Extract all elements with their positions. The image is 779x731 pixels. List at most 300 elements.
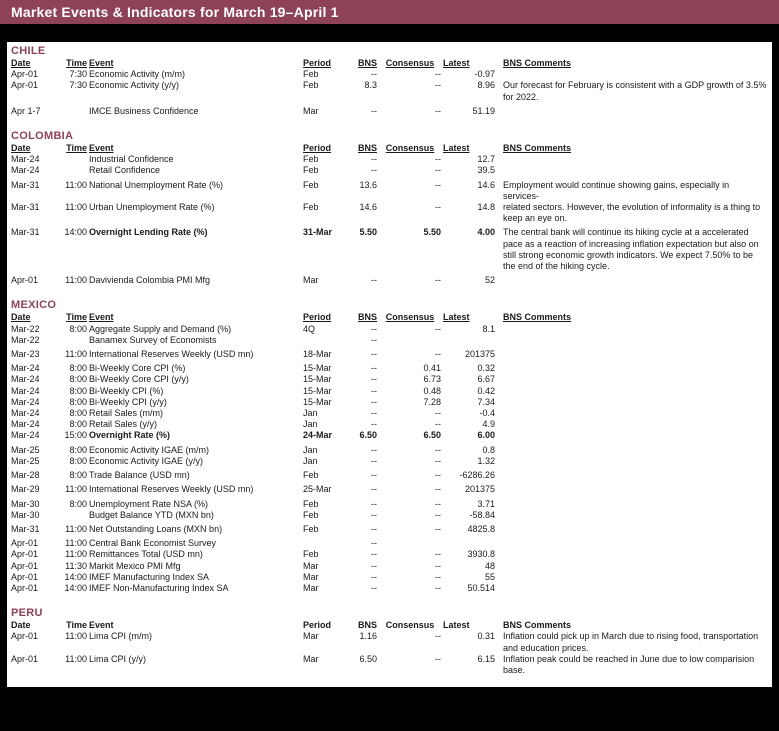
cell-latest: 50.514 [467,582,495,593]
cell-comment [497,572,767,583]
col-header-latest: Latest [443,143,470,154]
col-header-cell-period [303,620,349,631]
cell-bns: -- [371,444,377,455]
cell-event: International Reserves Weekly (USD mn) [89,349,254,360]
col-header-cell-latest [443,58,495,69]
col-header-comment: BNS Comments [503,58,572,68]
cell-latest: 201375 [464,349,495,360]
cell-comment [497,510,767,521]
cell-period: Feb [303,179,319,190]
cell-latest: 39.5 [477,165,495,176]
cell-consensus: -- [435,470,441,481]
cell-event: Overnight Rate (%) [89,430,171,441]
cell-event: Retail Confidence [89,165,161,176]
cell-consensus: -- [435,560,441,571]
cell-time: 15:00 [64,430,87,441]
cell-time: 11:30 [65,560,87,571]
col-header-cell-latest [443,312,495,323]
event-row [11,408,767,419]
cell-event: Bi-Weekly CPI (%) [89,385,164,396]
cell-comment [497,349,767,360]
cell-latest: 51.19 [472,105,495,116]
cell-event: Remittances Total (USD mn) [89,549,203,560]
cell-comment [497,154,767,165]
cell-consensus: -- [435,408,441,419]
cell-period: Mar [303,571,319,582]
cell-comment [497,470,767,481]
cell-comment [497,165,767,176]
cell-period: Mar [303,631,319,642]
col-header-time: Time [66,312,87,323]
cell-time: 8:00 [69,374,87,385]
col-header-date: Date [11,143,31,154]
event-row [11,561,767,572]
title-bar [0,0,779,24]
cell-consensus: -- [435,498,441,509]
row-group [11,470,767,481]
col-header-comment: BNS Comments [503,620,572,631]
cell-latest: 52 [484,275,495,286]
cell-date: Mar-28 [11,470,40,481]
cell-comment: The central bank will continue its hiking cycle at a accelerated pace as a reaction of increasing inflation expectation but also on still strong economic growth indicators. We expect 7.50% to be the end of the hiking cycle. [503,227,759,272]
cell-date: Mar-25 [11,455,40,466]
cell-period: Feb [303,69,319,80]
col-header-event: Event [89,143,114,154]
event-row [11,180,767,202]
cell-time: 11:00 [65,349,87,360]
col-header-cell-consensus [379,312,441,323]
section-title: PERU [11,607,43,620]
cell-date: Mar-30 [11,509,40,520]
cell-consensus: -- [435,275,441,286]
cell-period: Feb [303,509,319,520]
cell-date: Mar-24 [11,408,40,419]
cell-latest: 6.15 [477,653,495,664]
event-row [11,80,767,102]
cell-period: 25-Mar [303,484,332,495]
event-row [11,499,767,510]
col-header-comment: BNS Comments [503,143,572,154]
cell-time: 8:00 [69,455,87,466]
cell-event: IMEF Non-Manufacturing Index SA [89,582,229,593]
cell-comment [497,363,767,374]
col-header-event: Event [89,620,114,631]
cell-event: IMEF Manufacturing Index SA [89,571,210,582]
col-header-cell-date [11,312,57,323]
col-header-time: Time [66,620,87,631]
cell-time: 11:00 [65,549,87,560]
cell-event: Economic Activity (y/y) [89,80,180,91]
cell-event: Bi-Weekly Core CPI (y/y) [89,374,189,385]
cell-event: Net Outstanding Loans (MXN bn) [89,523,223,534]
col-header-consensus: Consensus [385,58,435,68]
cell-date: Mar-31 [11,202,40,213]
cell-bns: -- [371,69,377,80]
cell-date: Apr-01 [11,571,39,582]
col-header-event: Event [89,58,114,68]
event-row [11,275,767,286]
cell-event: International Reserves Weekly (USD mn) [89,484,254,495]
cell-comment [497,549,767,560]
cell-comment: Employment would continue showing gains, especially in services- [503,179,730,201]
cell-period: 18-Mar [303,349,332,360]
cell-latest: 14.8 [477,202,495,213]
cell-comment [497,430,767,441]
cell-bns: -- [371,374,377,385]
cell-consensus: -- [435,323,441,334]
cell-event: IMCE Business Confidence [89,105,199,116]
cell-period: 15-Mar [303,363,332,374]
cell-consensus: -- [435,484,441,495]
cell-comment [497,583,767,594]
col-header-period: Period [303,620,332,631]
cell-comment [497,538,767,549]
cell-latest: 55 [484,571,495,582]
cell-comment [497,397,767,408]
col-header-cell-bns [351,312,377,323]
section-peru [11,607,767,676]
cell-time [59,510,87,521]
cell-date: Apr-01 [11,69,39,80]
col-header-latest: Latest [443,620,470,631]
cell-event: Banamex Survey of Economists [89,334,217,345]
cell-consensus: 7.28 [423,396,441,407]
cell-bns: -- [371,334,377,345]
col-header-event: Event [89,312,114,323]
col-header-cell-period [303,143,349,154]
cell-date: Mar-30 [11,498,40,509]
cell-date: Mar-24 [11,154,40,165]
event-row [11,445,767,456]
cell-period: Feb [303,154,319,165]
col-header-cell-comment [497,312,767,323]
col-header-cell-date [11,58,57,69]
col-header-cell-event [89,312,301,323]
cell-comment [497,374,767,385]
cell-consensus: -- [435,154,441,165]
cell-bns: -- [371,419,377,430]
event-row [11,419,767,430]
cell-period [303,335,349,346]
cell-event: Central Bank Economist Survey [89,538,217,549]
row-group [11,349,767,360]
col-header-cell-comment [497,143,767,154]
col-header-consensus: Consensus [385,143,435,154]
cell-bns: -- [371,582,377,593]
row-group [11,524,767,535]
cell-date: Apr-01 [11,653,39,664]
cell-comment [497,445,767,456]
cell-bns: 14.6 [359,202,377,213]
col-header-cell-latest [443,143,495,154]
cell-comment [497,335,767,346]
cell-consensus: -- [435,105,441,116]
page-title: Market Events & Indicators for March 19–April 1 [11,4,339,20]
cell-period: Feb [303,498,319,509]
event-row [11,202,767,224]
cell-period: Mar [303,105,319,116]
event-row [11,227,767,272]
col-header-cell-consensus [379,143,441,154]
cell-consensus: 6.50 [423,430,441,441]
event-row [11,484,767,495]
cell-date: Mar-24 [11,430,40,441]
cell-event: Bi-Weekly CPI (y/y) [89,396,167,407]
cell-period: Jan [303,419,318,430]
cell-bns: -- [371,349,377,360]
cell-latest [443,538,495,549]
row-group [11,499,767,521]
row-group [11,538,767,594]
col-header-cell-event [89,143,301,154]
cell-consensus: -- [435,571,441,582]
cell-time: 8:00 [69,396,87,407]
cell-time: 7:30 [69,69,87,80]
event-row [11,470,767,481]
cell-period: Feb [303,549,319,560]
cell-latest: 0.8 [482,444,495,455]
row-group [11,69,767,103]
cell-time: 8:00 [69,419,87,430]
cell-period: Mar [303,582,319,593]
cell-time: 8:00 [69,363,87,374]
cell-comment [497,561,767,572]
event-row [11,374,767,385]
cell-date: Mar-23 [11,349,40,360]
cell-consensus: -- [435,444,441,455]
event-row [11,631,767,653]
cell-consensus: -- [435,455,441,466]
row-group [11,106,767,117]
col-header-bns: BNS [357,143,377,154]
cell-date: Mar-29 [11,484,40,495]
cell-comment [497,324,767,335]
cell-period: 15-Mar [303,385,332,396]
col-header-cell-comment [497,620,767,631]
cell-event: Urban Unemployment Rate (%) [89,202,215,213]
cell-event: Budget Balance YTD (MXN bn) [89,509,214,520]
cell-latest: 6.67 [477,374,495,385]
col-header-date: Date [11,620,31,631]
event-row [11,510,767,521]
cell-time [59,335,87,346]
cell-event: Markit Mexico PMI Mfg [89,560,181,571]
cell-event: Overnight Lending Rate (%) [89,227,208,238]
cell-date: Mar-31 [11,523,40,534]
cell-period: Feb [303,202,319,213]
cell-period: Mar [303,653,319,664]
event-row [11,335,767,346]
cell-time: 7:30 [69,80,87,91]
cell-consensus: 6.73 [423,374,441,385]
cell-bns: -- [371,165,377,176]
cell-consensus: -- [435,69,441,80]
cell-consensus: -- [435,523,441,534]
event-row [11,456,767,467]
cell-event: Economic Activity IGAE (y/y) [89,455,204,466]
col-header-date: Date [11,58,31,68]
cell-time: 11:00 [65,631,87,642]
row-group [11,275,767,286]
cell-comment: related sectors. However, the evolution of informality is a thing to keep an eye on. [503,202,761,224]
cell-bns: -- [371,538,377,549]
cell-period: Feb [303,470,319,481]
cell-time: 8:00 [69,385,87,396]
cell-date: Mar-24 [11,363,40,374]
cell-event: National Unemployment Rate (%) [89,179,224,190]
cell-event: Trade Balance (USD mn) [89,470,190,481]
event-row [11,363,767,374]
cell-event: Industrial Confidence [89,154,174,165]
cell-event: Aggregate Supply and Demand (%) [89,323,232,334]
col-header-cell-consensus [379,620,441,631]
cell-period: 4Q [303,323,316,334]
col-header-cell-period [303,58,349,69]
col-header-time: Time [66,58,87,68]
cell-bns: 5.50 [359,227,377,238]
col-header-consensus: Consensus [385,312,435,323]
cell-consensus: -- [435,653,441,664]
col-header-comment: BNS Comments [503,312,572,323]
cell-period: Jan [303,444,318,455]
cell-latest: 4825.8 [467,523,495,534]
cell-comment [497,408,767,419]
section-chile [11,45,767,117]
cell-consensus: -- [435,549,441,560]
cell-latest: 6.00 [477,430,495,441]
cell-comment: Inflation peak could be reached in June due to low comparision base. [503,653,755,675]
cell-latest: 0.42 [477,385,495,396]
cell-bns: -- [371,385,377,396]
cell-time: 11:00 [65,484,87,495]
column-header-row [11,143,767,154]
row-group [11,484,767,495]
cell-consensus: -- [435,631,441,642]
cell-time: 8:00 [69,323,87,334]
cell-date: Apr-01 [11,275,39,286]
cell-event: Unemployment Rate NSA (%) [89,498,209,509]
section-title: CHILE [11,45,46,57]
col-header-cell-time [59,58,87,69]
col-header-time: Time [66,143,87,154]
col-header-cell-bns [351,58,377,69]
row-group [11,324,767,346]
cell-date: Mar-22 [11,334,40,345]
cell-event: Lima CPI (y/y) [89,653,147,664]
cell-bns: 8.3 [364,80,377,91]
cell-time: 11:00 [65,179,87,190]
cell-latest: 4.00 [477,227,495,238]
col-header-cell-latest [443,620,495,631]
cell-date: Mar-25 [11,444,40,455]
cell-period: 24-Mar [303,430,333,441]
cell-date: Mar-24 [11,165,40,176]
event-row [11,349,767,360]
col-header-cell-bns [351,143,377,154]
cell-consensus: 5.50 [423,227,441,238]
cell-event: Davivienda Colombia PMI Mfg [89,275,211,286]
cell-latest: 48 [484,560,495,571]
event-row [11,538,767,549]
event-row [11,583,767,594]
cell-period: Feb [303,80,319,91]
cell-date: Apr-01 [11,582,39,593]
cell-time: 8:00 [69,470,87,481]
cell-consensus [379,335,441,346]
event-row [11,572,767,583]
cell-time: 14:00 [64,227,87,238]
cell-consensus: 0.48 [423,385,441,396]
cell-consensus: -- [435,179,441,190]
event-row [11,69,767,80]
cell-bns: -- [371,560,377,571]
cell-bns: -- [371,470,377,481]
cell-bns: 1.16 [359,631,377,642]
event-row [11,549,767,560]
report-panel [7,42,772,687]
row-group [11,227,767,272]
cell-latest [443,335,495,346]
column-header-row [11,58,767,69]
cell-bns: -- [371,571,377,582]
cell-bns: -- [371,154,377,165]
col-header-bns: BNS [357,58,377,68]
col-header-cell-date [11,620,57,631]
cell-period: Feb [303,523,319,534]
col-header-cell-comment [497,58,767,69]
cell-date: Mar-22 [11,323,40,334]
col-header-period: Period [303,58,332,68]
col-header-cell-event [89,58,301,69]
cell-latest: -0.97 [474,69,495,80]
row-group [11,363,767,441]
section-title: MEXICO [11,299,57,312]
cell-latest: 14.6 [477,179,495,190]
cell-latest: 1.32 [477,455,495,466]
cell-date: Apr-01 [11,560,39,571]
cell-time: 11:00 [65,538,87,549]
cell-comment [497,499,767,510]
col-header-cell-event [89,620,301,631]
cell-bns: -- [371,509,377,520]
cell-date: Mar-31 [11,179,40,190]
cell-latest: 7.34 [477,396,495,407]
cell-consensus: -- [435,349,441,360]
cell-latest: 8.1 [482,323,495,334]
cell-period: 15-Mar [303,374,332,385]
cell-comment [497,106,767,117]
cell-date: Apr-01 [11,631,39,642]
col-header-cell-period [303,312,349,323]
cell-comment [497,484,767,495]
cell-time [59,154,87,165]
cell-date: Apr-01 [11,538,39,549]
cell-bns: 13.6 [359,179,377,190]
cell-time [59,165,87,176]
cell-comment [497,386,767,397]
cell-comment: Our forecast for February is consistent with a GDP growth of 3.5% for 2022. [503,80,767,102]
col-header-date: Date [11,312,31,323]
cell-period: Jan [303,455,318,466]
cell-bns: -- [371,275,377,286]
cell-period [303,538,349,549]
cell-bns: -- [371,105,377,116]
cell-latest: 12.7 [477,154,495,165]
col-header-bns: BNS [357,620,377,631]
cell-event: Retail Sales (m/m) [89,408,164,419]
cell-bns: -- [371,363,377,374]
cell-date: Apr 1-7 [11,105,41,116]
